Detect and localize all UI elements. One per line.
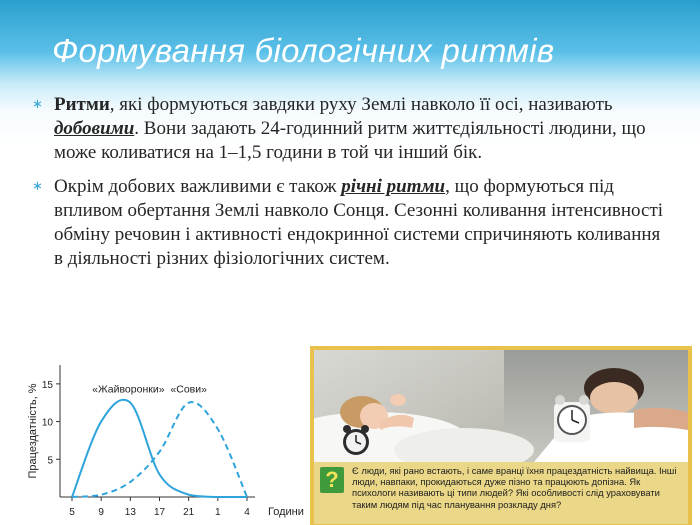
question-icon: ? bbox=[320, 467, 344, 493]
face-shape bbox=[590, 382, 638, 414]
alarm-clock-icon bbox=[343, 425, 369, 455]
series-line-0 bbox=[72, 400, 247, 497]
x-tick-label: 9 bbox=[98, 507, 104, 518]
y-tick-label: 15 bbox=[41, 379, 53, 391]
question-box bbox=[314, 462, 688, 524]
series-line-1 bbox=[72, 402, 247, 497]
term-rhythms: Ритми bbox=[54, 94, 110, 115]
chart-canvas bbox=[0, 355, 305, 525]
x-tick-label: 17 bbox=[153, 507, 166, 518]
sleeping-people-photo bbox=[314, 350, 688, 462]
paragraph-text: Окрім добових важливими є також bbox=[54, 176, 342, 197]
x-tick-label: 4 bbox=[244, 507, 250, 518]
work-capacity-chart bbox=[0, 355, 305, 525]
paragraph-text: , які формуються завдяки руху Землі навколо її осі, називають bbox=[109, 94, 613, 115]
keyword-annual: річні ритми bbox=[341, 176, 446, 197]
paragraph-text: , що формуються під впливом обертання Землі навколо Сонця. Сезонні коливання інтенсивності обміну речовин і активності ендокринної системи спричиняють коливання в діяльності різних фізіологічних систем. bbox=[54, 176, 664, 269]
question-text: Є люди, які рано встають, і саме вранці їхня працездатність найвища. Інші люди, навпаки, прокидаються дуже пізно та працюють допізна. Як психологи називають ці типи людей? Які особливості слід ураховувати таким людям під час планування розкладу дня? bbox=[352, 465, 677, 510]
x-tick-label: 1 bbox=[215, 507, 221, 518]
x-axis-label: Години bbox=[268, 506, 304, 518]
x-tick-label: 5 bbox=[69, 507, 75, 518]
y-tick-label: 5 bbox=[47, 455, 53, 467]
alarm-clock-icon bbox=[554, 395, 590, 442]
keyword-daily: добовими bbox=[54, 118, 135, 139]
bullet-icon: ∗ bbox=[32, 179, 43, 194]
x-tick-label: 13 bbox=[124, 507, 136, 518]
bullet-icon: ∗ bbox=[32, 97, 43, 112]
series-label: «Сови» bbox=[170, 383, 207, 396]
paragraph-annual-rhythms bbox=[30, 175, 670, 271]
photo-illustration bbox=[314, 350, 688, 462]
y-tick-label: 10 bbox=[41, 417, 53, 429]
y-axis-label: Працездатність, % bbox=[27, 383, 39, 479]
x-tick-label: 21 bbox=[183, 507, 195, 518]
slide-title: Формування біологічних ритмів bbox=[52, 32, 555, 69]
paragraph-daily-rhythms bbox=[30, 93, 670, 165]
photo-card bbox=[310, 346, 692, 525]
paragraph-text: . Вони задають 24-годинний ритм життєдіяльності людини, що може коливатися на 1–1,5 години в той чи інший бік. bbox=[54, 118, 646, 163]
series-label: «Жайворонки» bbox=[92, 383, 165, 396]
slide-body bbox=[30, 93, 670, 281]
